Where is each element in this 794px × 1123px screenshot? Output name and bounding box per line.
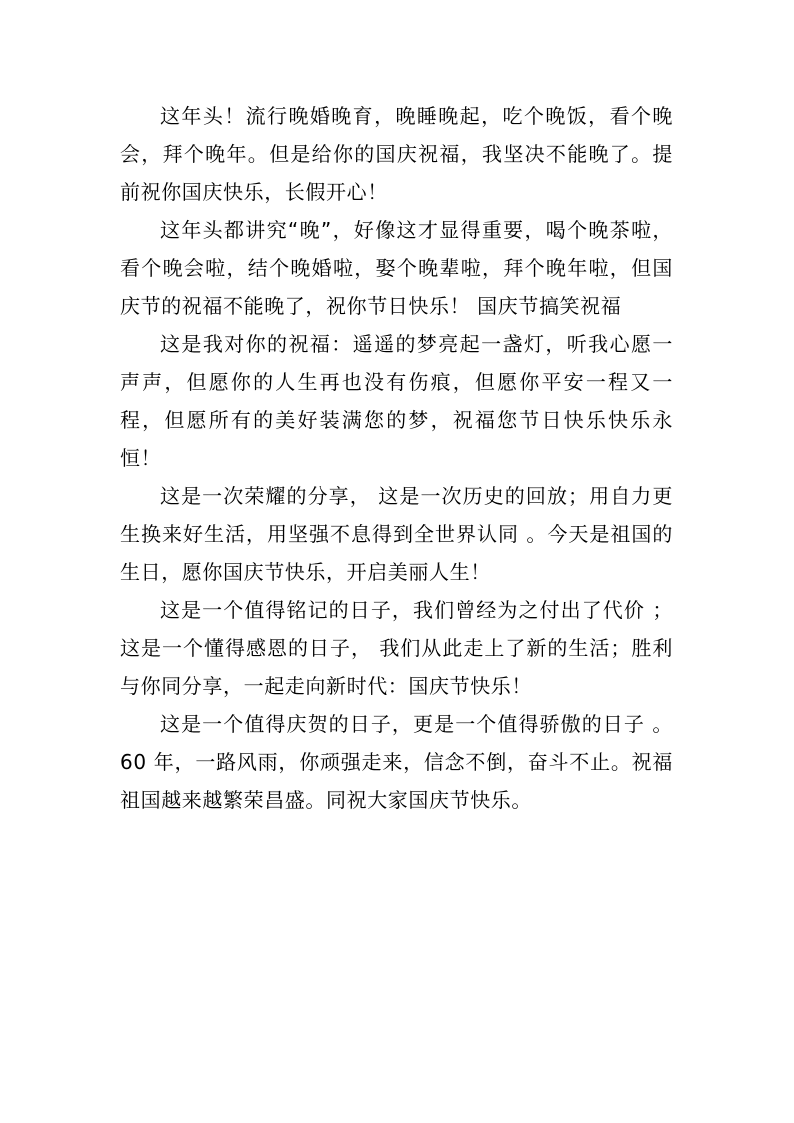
paragraph: 这是一个值得铭记的日子，我们曾经为之付出了代价 ；这是一个懂得感恩的日子， 我们从此走上了新的生活；胜利与你同分享，一起走向新时代：国庆节快乐！ — [120, 598, 673, 698]
document-body — [120, 97, 673, 819]
paragraph: 这年头都讲究“晚”，好像这才显得重要，喝个晚茶啦，看个晚会啦，结个晚婚啦，娶个晚辈啦，拜个晚年啦，但国庆节的祝福不能晚了，祝你节日快乐！ 国庆节搞笑祝福 — [120, 218, 673, 318]
paragraph: 这年头！流行晚婚晚育，晚睡晚起，吃个晚饭，看个晚会，拜个晚年。但是给你的国庆祝福，我坚决不能晚了。提前祝你国庆快乐，长假开心！ — [120, 104, 673, 204]
paragraph: 这是一个值得庆贺的日子，更是一个值得骄傲的日子 。60 年，一路风雨，你顽强走来，信念不倒，奋斗不止。祝福祖国越来越繁荣昌盛。同祝大家国庆节快乐。 — [120, 712, 673, 812]
paragraph: 这是一次荣耀的分享， 这是一次历史的回放；用自力更生换来好生活，用坚强不息得到全世界认同 。今天是祖国的生日，愿你国庆节快乐，开启美丽人生！ — [120, 484, 673, 584]
paragraph: 这是我对你的祝福：遥遥的梦亮起一盏灯，听我心愿一声声，但愿你的人生再也没有伤痕，但愿你平安一程又一程，但愿所有的美好装满您的梦，祝福您节日快乐快乐永恒！ — [120, 332, 673, 470]
